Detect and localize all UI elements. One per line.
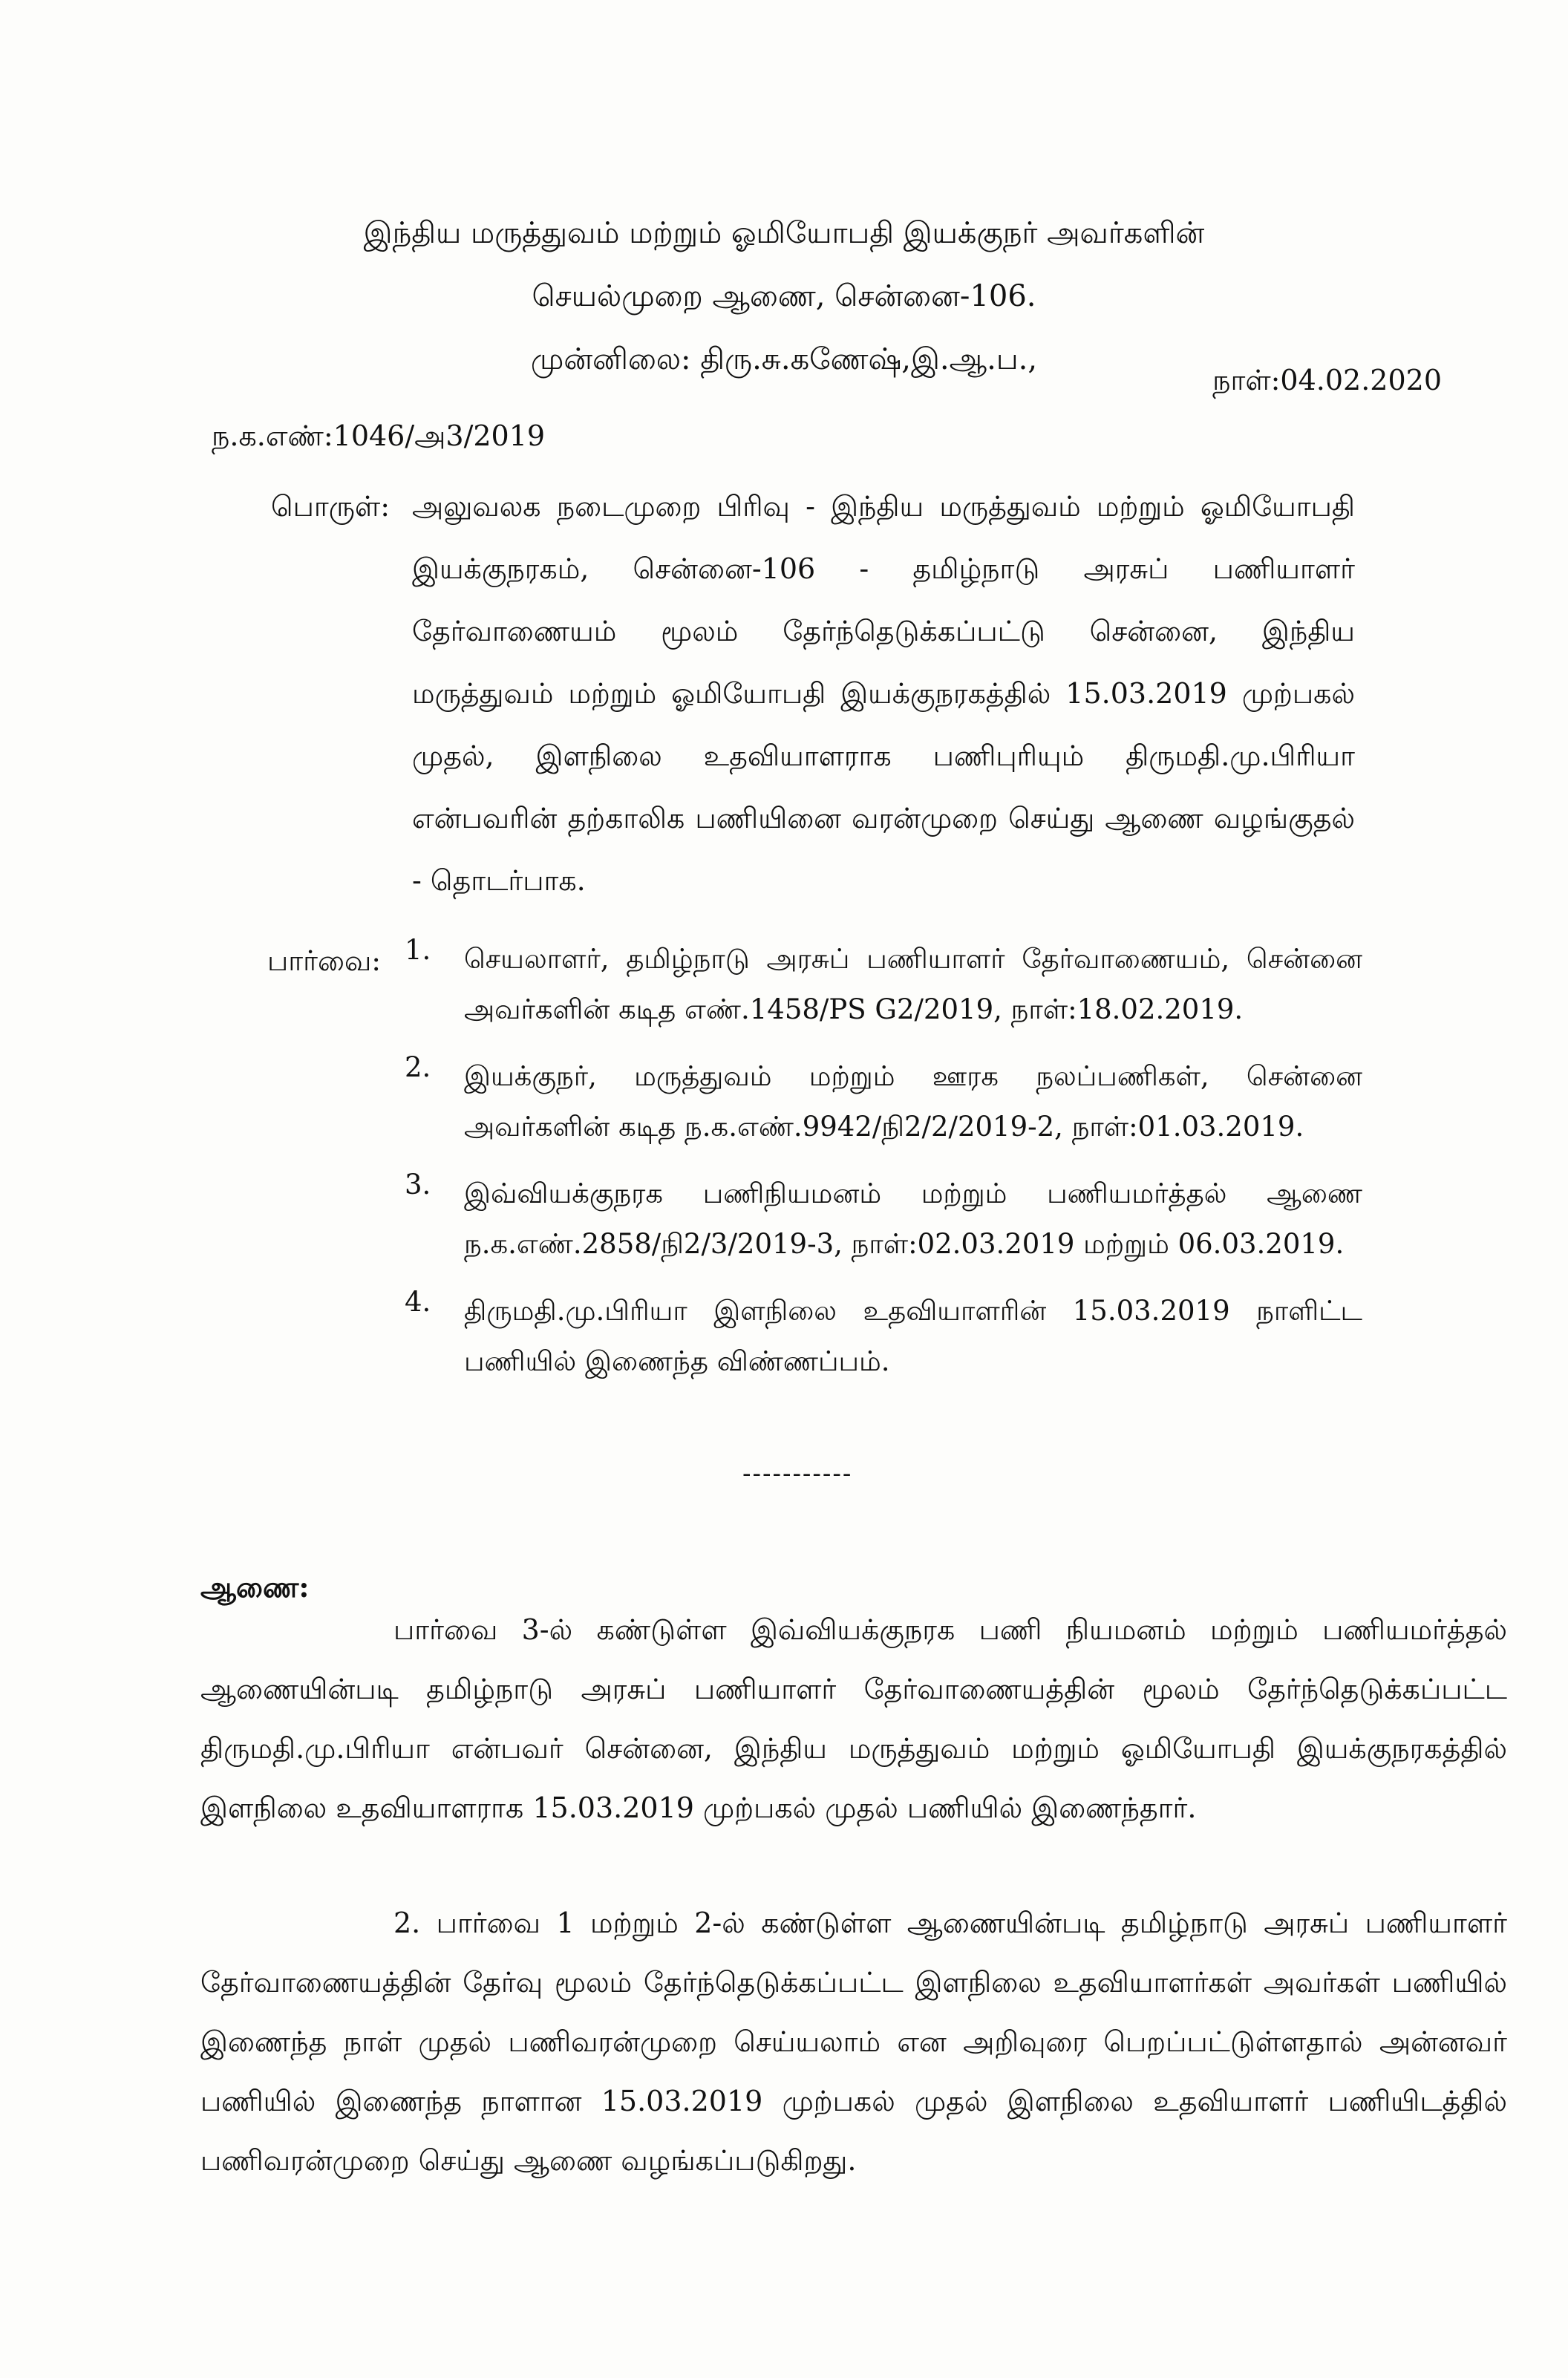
reference-text: இவ்வியக்குநரக பணிநியமனம் மற்றும் பணியமர்த்தல் ஆணை ந.க.எண்.2858/நி2/3/2019-3, நாள்:02.03.2019 மற்றும் 06.03.2019. [464, 1177, 1362, 1260]
order-paragraph-1: பார்வை 3-ல் கண்டுள்ள இவ்வியக்குநரக பணி நியமனம் மற்றும் பணியமர்த்தல் ஆணையின்படி தமிழ்நாடு அரசுப் பணியாளர் தேர்வாணையத்தின் மூலம் தேர்ந்தெடுக்கப்பட்ட திருமதி.மு.பிரியா என்பவர் சென்னை, இந்திய மருத்துவம் மற்றும் ஓமியோபதி இயக்குநரகத்தில் இளநிலை உதவியாளராக 15.03.2019 முற்பகல் முதல் பணியில் இணைந்தார். [200, 1613, 1507, 1824]
reference-text: திருமதி.மு.பிரியா இளநிலை உதவியாளரின் 15.03.2019 நாளிட்ட பணியில் இணைந்த விண்ணப்பம். [464, 1295, 1362, 1377]
reference-number-label: 4. [405, 1286, 431, 1318]
order-paragraph-2: 2. பார்வை 1 மற்றும் 2-ல் கண்டுள்ள ஆணையின்படி தமிழ்நாடு அரசுப் பணியாளர் தேர்வாணையத்தின் தேர்வு மூலம் தேர்ந்தெடுக்கப்பட்ட இளநிலை உதவியாளர்கள் அவர்கள் பணியில் இணைந்த நாள் முதல் பணிவரன்முறை செய்யலாம் என அறிவுரை பெறப்பட்டுள்ளதால் அன்னவர் பணியில் இணைந்த நாளான 15.03.2019 முற்பகல் முதல் இளநிலை உதவியாளர் பணியிடத்தில் பணிவரன்முறை செய்து ஆணை வழங்கப்படுகிறது. [200, 1907, 1507, 2177]
reference-number-label: 1. [405, 934, 431, 966]
header-line-1: இந்திய மருத்துவம் மற்றும் ஓமியோபதி இயக்குநர் அவர்களின் [363, 216, 1205, 250]
subject-text: அலுவலக நடைமுறை பிரிவு - இந்திய மருத்துவம் மற்றும் ஓமியோபதி இயக்குநரகம், சென்னை-106 - தமிழ்நாடு அரசுப் பணியாளர் தேர்வாணையம் மூலம் தேர்ந்தெடுக்கப்பட்டு சென்னை, இந்திய மருத்துவம் மற்றும் ஓமியோபதி இயக்குநரகத்தில் 15.03.2019 முற்பகல் முதல், இளநிலை உதவியாளராக பணிபுரியும் திருமதி.மு.பிரியா என்பவரின் தற்காலிக பணியினை வரன்முறை செய்து ஆணை வழங்குதல் - தொடர்பாக. [412, 490, 1355, 897]
reference-number: ந.க.எண்:1046/அ3/2019 [212, 419, 546, 452]
header-line-2: செயல்முறை ஆணை, சென்னை-106. [532, 279, 1036, 313]
section-separator: ----------- [742, 1459, 853, 1489]
order-date: நாள்:04.02.2020 [1212, 364, 1442, 396]
references-list [405, 934, 1362, 1403]
order-label: ஆணை: [200, 1570, 310, 1604]
reference-number-label: 3. [405, 1169, 431, 1201]
reference-number-label: 2. [405, 1051, 431, 1083]
subject-label: பொருள்: [271, 490, 391, 523]
reference-text: இயக்குநர், மருத்துவம் மற்றும் ஊரக நலப்பணிகள், சென்னை அவர்களின் கடித ந.க.எண்.9942/நி2/2/2019-2, நாள்:01.03.2019. [464, 1060, 1362, 1143]
references-label: பார்வை: [267, 944, 382, 977]
reference-item [405, 1169, 1362, 1270]
header-line-3: முன்னிலை: திரு.சு.கணேஷ்,இ.ஆ.ப., [530, 342, 1038, 376]
reference-item [405, 1286, 1362, 1387]
reference-text: செயலாளர், தமிழ்நாடு அரசுப் பணியாளர் தேர்வாணையம், சென்னை அவர்களின் கடித எண்.1458/PS G2/2019, நாள்:18.02.2019. [464, 943, 1362, 1025]
reference-item [405, 1051, 1362, 1152]
reference-item [405, 934, 1362, 1035]
